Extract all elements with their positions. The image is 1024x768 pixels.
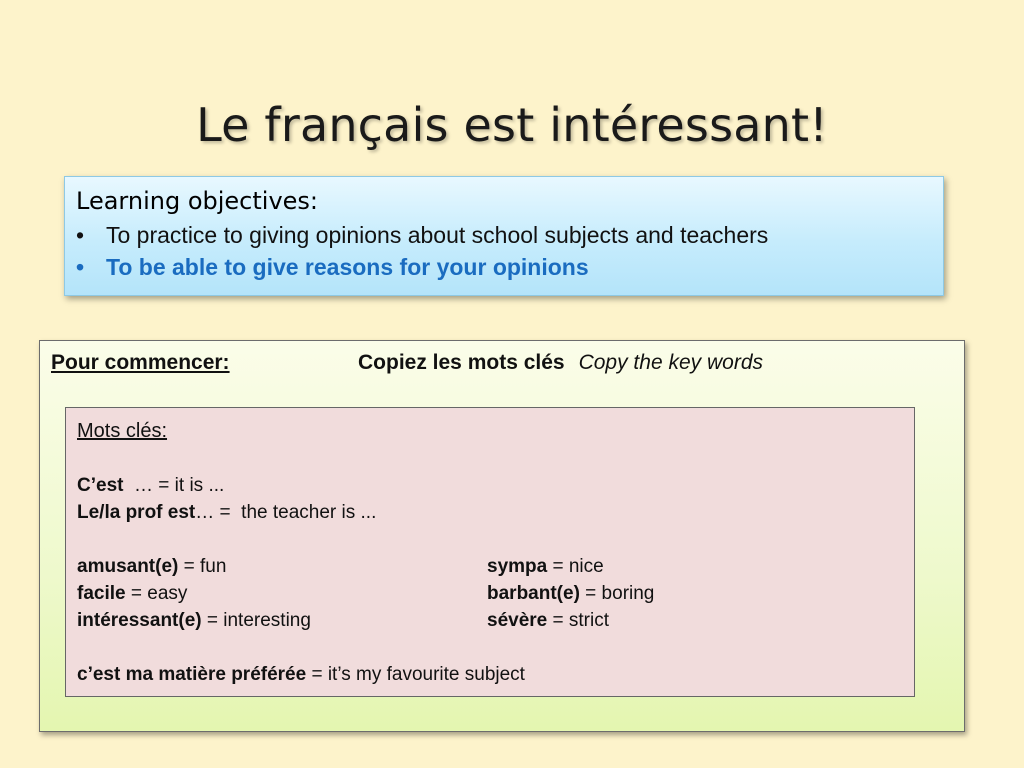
phrase-row bbox=[77, 499, 903, 526]
phrase-definition: … = the teacher is ... bbox=[195, 502, 377, 523]
key-words-title: Mots clés: bbox=[77, 420, 168, 442]
starter-activity-box bbox=[39, 340, 965, 732]
phrase-term: Le/la prof est bbox=[77, 502, 196, 523]
vocab-row bbox=[77, 580, 903, 607]
objectives-heading: Learning objectives: bbox=[76, 187, 319, 215]
vocab-term: intéressant(e) bbox=[77, 610, 202, 631]
spacer bbox=[77, 634, 903, 661]
objective-item bbox=[76, 219, 931, 251]
favourite-subject-row bbox=[77, 661, 903, 688]
vocab-cell-right bbox=[487, 553, 897, 580]
starter-header bbox=[51, 351, 763, 375]
vocab-cell-left bbox=[77, 553, 487, 580]
objective-text: To be able to give reasons for your opinions bbox=[106, 254, 589, 280]
objective-text: To practice to giving opinions about school subjects and teachers bbox=[106, 222, 769, 248]
vocab-term: sympa bbox=[487, 556, 548, 577]
vocab-term: barbant(e) bbox=[487, 583, 580, 604]
starter-instruction bbox=[358, 351, 763, 375]
vocab-definition: = nice bbox=[547, 556, 604, 577]
vocab-definition: = strict bbox=[547, 610, 609, 631]
starter-label: Pour commencer: bbox=[51, 351, 230, 374]
bullet-icon: • bbox=[76, 222, 85, 248]
instruction-english: Copy the key words bbox=[578, 351, 763, 374]
spacer bbox=[77, 526, 903, 553]
vocab-cell-left bbox=[77, 607, 487, 634]
vocab-term: sévère bbox=[487, 610, 548, 631]
instruction-french: Copiez les mots clés bbox=[358, 351, 565, 374]
vocab-definition: = boring bbox=[579, 583, 655, 604]
vocab-cell-right bbox=[487, 580, 897, 607]
phrase-definition: … = it is ... bbox=[123, 475, 225, 496]
vocab-term: facile bbox=[77, 583, 126, 604]
vocab-row bbox=[77, 553, 903, 580]
vocab-cell-left bbox=[77, 580, 487, 607]
vocab-cell-right bbox=[487, 607, 897, 634]
favourite-term: c’est ma matière préférée bbox=[77, 664, 307, 685]
learning-objectives-box bbox=[64, 176, 944, 296]
slide-title: Le français est intéressant! bbox=[196, 98, 828, 152]
vocab-definition: = interesting bbox=[201, 610, 311, 631]
vocab-row bbox=[77, 607, 903, 634]
vocab-term: amusant(e) bbox=[77, 556, 179, 577]
phrase-row bbox=[77, 472, 903, 499]
objectives-list bbox=[76, 219, 931, 283]
bullet-icon: • bbox=[76, 254, 85, 280]
vocab-definition: = fun bbox=[178, 556, 227, 577]
favourite-definition: = it’s my favourite subject bbox=[306, 664, 525, 685]
phrase-term: C’est bbox=[77, 475, 124, 496]
key-words-box bbox=[65, 407, 915, 697]
vocab-definition: = easy bbox=[125, 583, 188, 604]
objective-item-highlighted bbox=[76, 251, 931, 283]
